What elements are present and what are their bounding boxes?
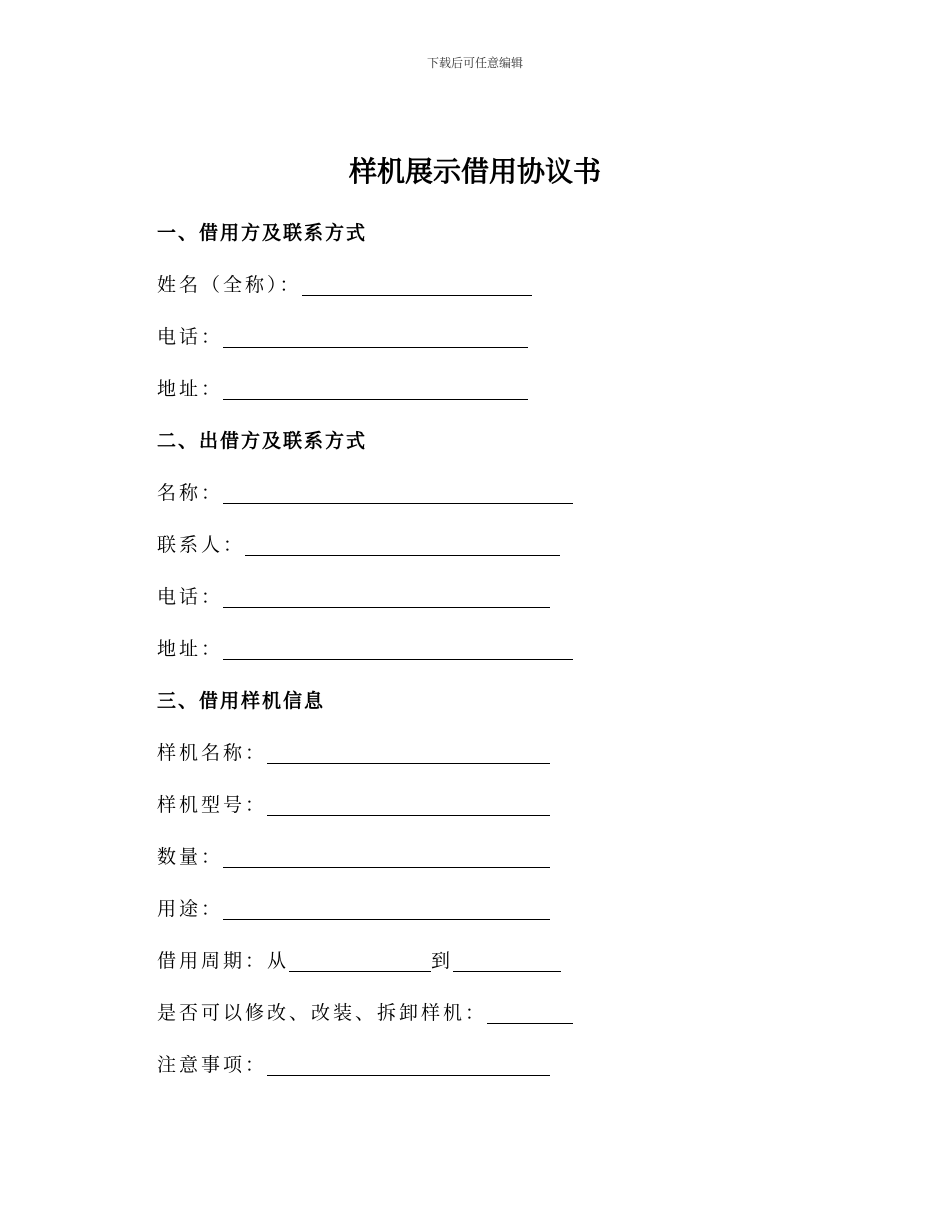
field-label: 名称： — [157, 482, 224, 504]
period-to-label: 到 — [431, 950, 454, 972]
blank-period-from[interactable] — [289, 949, 431, 972]
blank-borrower-phone[interactable] — [223, 325, 528, 348]
section-heading-borrower: 一、借用方及联系方式 — [157, 222, 368, 244]
blank-notes[interactable] — [267, 1053, 550, 1076]
document-body — [157, 196, 797, 1080]
blank-lender-name[interactable] — [223, 481, 573, 504]
field-borrower-address — [157, 352, 797, 404]
field-label: 地址： — [157, 638, 224, 660]
field-label: 样机型号： — [157, 794, 268, 816]
field-borrow-period — [157, 924, 797, 976]
field-lender-name — [157, 456, 797, 508]
section-heading-lender: 二、出借方及联系方式 — [157, 430, 368, 452]
field-purpose — [157, 872, 797, 924]
document-title: 样机展示借用协议书 — [348, 155, 601, 188]
field-label: 借用周期： — [157, 950, 268, 972]
field-borrower-name — [157, 248, 797, 300]
field-label: 地址： — [157, 378, 224, 400]
field-borrower-phone — [157, 300, 797, 352]
field-lender-contact — [157, 508, 797, 560]
field-sample-model — [157, 768, 797, 820]
section-heading-sample-info: 三、借用样机信息 — [157, 690, 326, 712]
blank-lender-contact[interactable] — [245, 533, 560, 556]
blank-sample-model[interactable] — [267, 793, 550, 816]
field-label: 联系人： — [157, 534, 246, 556]
blank-lender-phone[interactable] — [223, 585, 550, 608]
header-note: 下载后可任意编辑 — [426, 56, 523, 70]
field-label: 用途： — [157, 898, 224, 920]
blank-quantity[interactable] — [223, 845, 550, 868]
field-label: 样机名称： — [157, 742, 268, 764]
field-label: 是否可以修改、改装、拆卸样机： — [157, 1002, 488, 1024]
field-modify-allowed — [157, 976, 797, 1028]
field-quantity — [157, 820, 797, 872]
blank-sample-name[interactable] — [267, 741, 550, 764]
field-lender-address — [157, 612, 797, 664]
field-label: 数量： — [157, 846, 224, 868]
blank-period-to[interactable] — [453, 949, 561, 972]
field-lender-phone — [157, 560, 797, 612]
field-label: 电话： — [157, 326, 224, 348]
period-from-label: 从 — [267, 950, 290, 972]
field-sample-name — [157, 716, 797, 768]
blank-purpose[interactable] — [223, 897, 550, 920]
blank-borrower-name[interactable] — [302, 273, 532, 296]
field-label: 电话： — [157, 586, 224, 608]
field-label: 姓名（全称）： — [157, 274, 302, 296]
field-label: 注意事项： — [157, 1054, 268, 1076]
field-notes — [157, 1028, 797, 1080]
blank-modify-allowed[interactable] — [487, 1001, 573, 1024]
blank-lender-address[interactable] — [223, 637, 573, 660]
blank-borrower-address[interactable] — [223, 377, 528, 400]
